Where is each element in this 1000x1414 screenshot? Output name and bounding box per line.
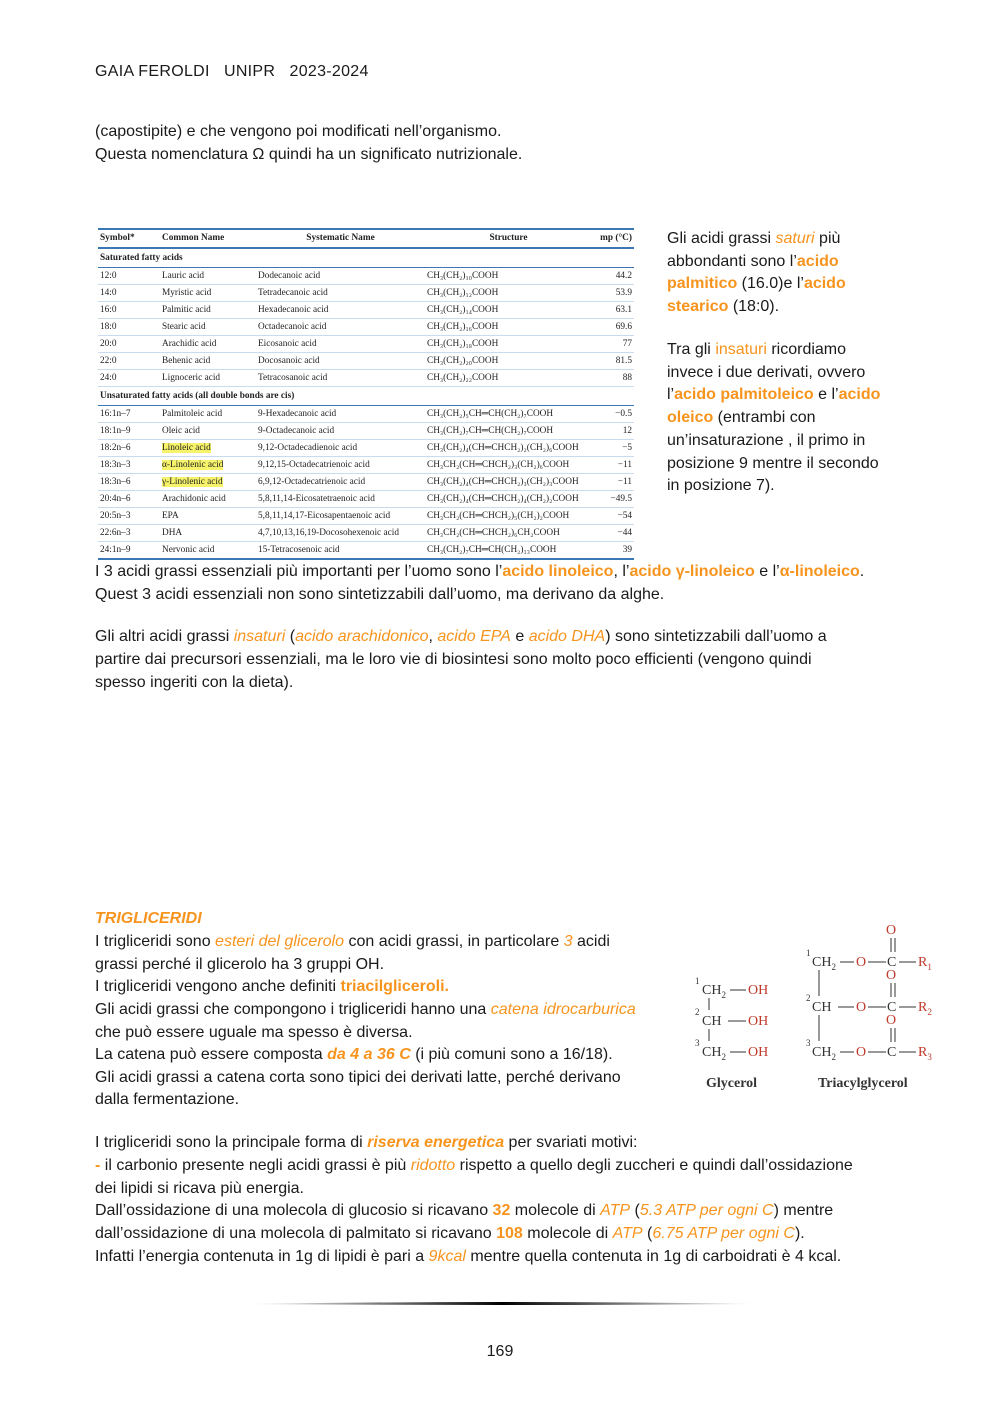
table-cell: −54 (592, 508, 634, 525)
others-line-3: spesso ingeriti con la dieta). (95, 674, 294, 691)
highlight-arachidonico: acido arachidonico (295, 628, 429, 645)
triacylglycerol-label: Triacylglycerol (818, 1076, 908, 1091)
svg-text:C: C (887, 955, 897, 970)
svg-text:CH2: $CH_2$ (702, 983, 726, 1000)
table-cell: CH₃(CH₂)₄(CH═CHCH₂)₂(CH₂)₆COOH (425, 440, 592, 457)
table-cell: CH₃(CH₂)₁₀COOH (425, 268, 592, 285)
highlight-108: 108 (496, 1225, 523, 1242)
text: il carbonio presente negli acidi grassi è più (100, 1157, 411, 1174)
table-cell: Tetradecanoic acid (256, 285, 425, 302)
bullet-dash: - (95, 1157, 101, 1174)
highlight-esteri: esteri del glicerolo (215, 933, 344, 950)
table-cell: 9,12,15-Octadecatrienoic acid (256, 457, 425, 474)
text: Dall’ossidazione di una molecola di glucosio si ricavano (95, 1202, 493, 1219)
side-note-saturated (667, 228, 907, 319)
side-note-unsaturated (667, 339, 907, 498)
svg-text:O: O (886, 1013, 897, 1028)
table-cell: −0.5 (592, 406, 634, 423)
text: I trigliceridi sono la principale forma di (95, 1134, 368, 1151)
table-cell: Oleic acid (160, 423, 256, 440)
table-cell: 18:1n–9 (98, 423, 160, 440)
table-cell: Myristic acid (160, 285, 256, 302)
table-cell: CH₃CH₂(CH═CHCH₂)₆CH₂COOH (425, 525, 592, 542)
text: posizione 9 mentre il secondo (667, 454, 879, 472)
highlight-5-3-atp: 5.3 ATP per ogni C (639, 1202, 774, 1219)
table-cell: CH₃(CH₂)₂₂COOH (425, 370, 592, 387)
highlight-acido: acido (838, 386, 881, 404)
table-cell: Lauric acid (160, 268, 256, 285)
text: dall’ossidazione di una molecola di palmitato si ricavano (95, 1225, 497, 1242)
text: e l’ (754, 563, 780, 580)
table-cell: CH₃(CH₂)₁₄COOH (425, 302, 592, 319)
table-cell: Palmitic acid (160, 302, 256, 319)
table-cell: CH₃CH₂(CH═CHCH₂)₃(CH₂)₆COOH (425, 457, 592, 474)
highlight-atp: ATP (600, 1202, 631, 1219)
table-cell: 15-Tetracosenoic acid (256, 542, 425, 560)
text: e l’ (813, 386, 839, 404)
highlight-alpha-linoleico: α-linoleico (779, 563, 860, 580)
table-cell: Docosanoic acid (256, 353, 425, 370)
table-section-row (98, 387, 634, 406)
table-cell: 18:2n–6 (98, 440, 160, 457)
highlight-triacilgliceroli: triacilgliceroli. (340, 978, 449, 995)
table-cell: 16:1n–7 (98, 406, 160, 423)
table-row (98, 370, 634, 387)
table-cell: 9-Octadecanoic acid (256, 423, 425, 440)
highlighted-name: α-Linolenic acid (162, 460, 224, 470)
svg-text:CH: CH (702, 1014, 722, 1029)
highlighted-name: γ-Linolenic acid (162, 477, 223, 487)
table-cell: CH₃(CH₂)₁₆COOH (425, 319, 592, 336)
table-cell: Dodecanoic acid (256, 268, 425, 285)
text: in posizione 7). (667, 477, 775, 495)
text: Infatti l’energia contenuta in 1g di lipidi è pari a (95, 1248, 429, 1265)
fatty-acids-table (98, 228, 634, 560)
table-cell: 81.5 (592, 353, 634, 370)
text: (16.0)e l’ (737, 275, 804, 293)
svg-text:O: O (886, 968, 897, 983)
text: (entrambi con (713, 409, 816, 427)
svg-text:OH: OH (748, 1014, 769, 1029)
text: acidi (572, 933, 610, 950)
trig-line-6 (95, 1043, 613, 1066)
table-cell: DHA (160, 525, 256, 542)
svg-text:R2: $R_2$ (918, 1000, 932, 1017)
highlight-palmitico: palmitico (667, 275, 738, 293)
table-cell: 20:0 (98, 336, 160, 353)
table-row (98, 319, 634, 336)
table-cell: −11 (592, 474, 634, 491)
text: rispetto a quello degli zuccheri e quindi dall’ossidazione (455, 1157, 853, 1174)
table-cell: 5,8,11,14,17-Eicosapentaenoic acid (256, 508, 425, 525)
highlight-stearico: stearico (667, 298, 729, 316)
highlight-oleico: oleico (667, 409, 714, 427)
table-cell: 14:0 (98, 285, 160, 302)
svg-text:2: 2 (695, 1007, 700, 1017)
table-cell: 12 (592, 423, 634, 440)
table-cell: 88 (592, 370, 634, 387)
col-structure: Structure (425, 229, 592, 248)
table-cell: CH₃CH₂(CH═CHCH₂)₅(CH₂)₂COOH (425, 508, 592, 525)
highlight-insaturi: insaturi (715, 341, 767, 358)
svg-text:R1: $R_1$ (918, 955, 932, 972)
col-symbol: Symbol* (98, 229, 160, 248)
highlight-catena: catena idrocarburica (490, 1001, 636, 1018)
text: invece i due derivati, ovvero (667, 363, 866, 381)
energy-line-2 (95, 1154, 853, 1177)
svg-text:2: 2 (806, 993, 811, 1003)
table-cell: −49.5 (592, 491, 634, 508)
highlight-linoleico: acido linoleico (502, 563, 614, 580)
table-cell: 77 (592, 336, 634, 353)
intro-line-1: (capostipite) e che vengono poi modificati nell’organismo. (95, 123, 502, 140)
highlight-riserva: riserva energetica (367, 1134, 505, 1151)
text: Gli altri acidi grassi (95, 628, 234, 645)
svg-text:CH: CH (812, 1000, 832, 1015)
trig-line-7: Gli acidi grassi a catena corta sono tipici dei derivati latte, perché derivano (95, 1069, 621, 1086)
text: abbondanti sono l’ (667, 252, 797, 270)
table-cell: 16:0 (98, 302, 160, 319)
highlighted-name: Linoleic acid (162, 443, 211, 453)
trig-line-3 (95, 975, 449, 998)
others-line-2: partire dai precursori essenziali, ma le loro vie di biosintesi sono molto poco efficienti (vengono quindi (95, 651, 812, 668)
text: ). (794, 1225, 805, 1242)
table-cell: 24:0 (98, 370, 160, 387)
footer-divider (245, 1298, 760, 1310)
table-cell: 6,9,12-Octadecatrienoic acid (256, 474, 425, 491)
text: (18:0). (728, 298, 780, 316)
svg-text:O: O (886, 923, 897, 938)
text: Tra gli (667, 341, 716, 358)
svg-text:O: O (856, 1045, 867, 1060)
table-cell: CH₃(CH₂)₄(CH═CHCH₂)₄(CH₂)₂COOH (425, 491, 592, 508)
svg-text:CH2: $CH_2$ (812, 1045, 836, 1062)
text: ( (642, 1225, 653, 1242)
highlight-acido: acido (796, 252, 839, 270)
table-row (98, 440, 634, 457)
highlight-dha: acido DHA (528, 628, 606, 645)
table-cell: 20:4n–6 (98, 491, 160, 508)
table-cell: Arachidic acid (160, 336, 256, 353)
table-cell: Nervonic acid (160, 542, 256, 560)
table-row (98, 336, 634, 353)
table-cell: Octadecanoic acid (256, 319, 425, 336)
table-cell: −11 (592, 457, 634, 474)
svg-text:O: O (856, 955, 867, 970)
table-cell: CH₃(CH₂)₂₀COOH (425, 353, 592, 370)
table-cell: 18:3n–3 (98, 457, 160, 474)
table-cell: CH₃(CH₂)₅CH═CH(CH₂)₇COOH (425, 406, 592, 423)
trig-line-1 (95, 930, 610, 953)
table-row (98, 353, 634, 370)
table-cell: Hexadecanoic acid (256, 302, 425, 319)
highlight-4-36: da 4 a 36 C (327, 1046, 411, 1063)
table-row (98, 268, 634, 285)
text: . (859, 563, 865, 580)
text: ( (630, 1202, 640, 1219)
trig-line-5: che può essere uguale ma spesso è diversa. (95, 1024, 413, 1041)
trig-line-8: dalla fermentazione. (95, 1091, 240, 1108)
essential-line-1 (95, 560, 864, 583)
table-header-row (98, 229, 634, 248)
table-section-row (98, 248, 634, 268)
text: La catena può essere composta (95, 1046, 328, 1063)
table-cell: 12:0 (98, 268, 160, 285)
table-cell: 44.2 (592, 268, 634, 285)
svg-text:1: 1 (806, 948, 811, 958)
table-cell: Lignoceric acid (160, 370, 256, 387)
highlight-9kcal: 9kcal (428, 1248, 466, 1265)
table-cell (160, 457, 256, 474)
table-cell: CH₃(CH₂)₇CH═CH(CH₂)₁₃COOH (425, 542, 592, 560)
glycerol-triacylglycerol-figure (688, 918, 948, 1096)
table-cell: CH₃(CH₂)₁₂COOH (425, 285, 592, 302)
text: molecole di (510, 1202, 601, 1219)
svg-text:C: C (887, 1045, 897, 1060)
highlight-ridotto: ridotto (410, 1157, 456, 1174)
essential-line-2: Quest 3 acidi essenziali non sono sintetizzabili dall’uomo, ma derivano da alghe. (95, 586, 665, 603)
table-cell: CH₃(CH₂)₇CH═CH(CH₂)₇COOH (425, 423, 592, 440)
table-cell: Tetracosanoic acid (256, 370, 425, 387)
table-row (98, 525, 634, 542)
text: ( (285, 628, 296, 645)
text: , l’ (613, 563, 630, 580)
table-row (98, 457, 634, 474)
text: Gli acidi grassi (667, 230, 776, 247)
section-title-trigliceridi: TRIGLICERIDI (95, 910, 202, 927)
highlight-3: 3 (563, 933, 573, 950)
svg-text:C: C (887, 1000, 897, 1015)
text: ) mentre (773, 1202, 834, 1219)
svg-text:3: 3 (695, 1038, 700, 1048)
table-cell (160, 474, 256, 491)
text: ) sono sintetizzabili dall’uomo a (605, 628, 827, 645)
svg-text:OH: OH (748, 983, 769, 998)
highlight-atp: ATP (612, 1225, 643, 1242)
text: I 3 acidi grassi essenziali più importanti per l’uomo sono l’ (95, 563, 503, 580)
highlight-gamma-linoleico: acido γ-linoleico (629, 563, 755, 580)
highlight-insaturi: insaturi (233, 628, 286, 645)
intro-line-2: Questa nomenclatura Ω quindi ha un significato nutrizionale. (95, 146, 523, 163)
table-cell: 24:1n–9 (98, 542, 160, 560)
table-cell: Eicosanoic acid (256, 336, 425, 353)
trig-line-4 (95, 998, 636, 1021)
table-cell (160, 440, 256, 457)
table-cell: 5,8,11,14-Eicosatetraenoic acid (256, 491, 425, 508)
highlight-6-75-atp: 6.75 ATP per ogni C (652, 1225, 795, 1242)
col-mp: mp (°C) (592, 229, 634, 248)
highlight-epa: acido EPA (437, 628, 511, 645)
text: e (510, 628, 529, 645)
energy-line-1 (95, 1131, 637, 1154)
table-row (98, 508, 634, 525)
table-cell: 22:0 (98, 353, 160, 370)
text: , (428, 628, 438, 645)
energy-line-6 (95, 1245, 841, 1268)
text: (i più comuni sono a 16/18). (410, 1046, 613, 1063)
energy-line-4 (95, 1199, 833, 1222)
text: l’ (667, 386, 675, 404)
table-cell: Arachidonic acid (160, 491, 256, 508)
table-row (98, 423, 634, 440)
table-cell: Stearic acid (160, 319, 256, 336)
table-cell: −5 (592, 440, 634, 457)
svg-text:CH2: $CH_2$ (812, 955, 836, 972)
svg-text:R3: $R_3$ (918, 1045, 932, 1062)
table-cell: 39 (592, 542, 634, 560)
table-cell: 22:6n–3 (98, 525, 160, 542)
text: ricordiamo (766, 341, 847, 358)
table-cell: 18:0 (98, 319, 160, 336)
svg-text:O: O (856, 1000, 867, 1015)
table-cell: 20:5n–3 (98, 508, 160, 525)
text: un’insaturazione , il primo in (667, 431, 866, 449)
svg-text:1: 1 (695, 976, 700, 986)
glycerol-label: Glycerol (706, 1076, 758, 1091)
table-section-label: Saturated fatty acids (98, 248, 634, 268)
table-row (98, 406, 634, 423)
svg-text:3: 3 (806, 1038, 811, 1048)
svg-text:OH: OH (748, 1045, 769, 1060)
table-row (98, 285, 634, 302)
trig-line-2: grassi perché il glicerolo ha 3 gruppi OH. (95, 956, 385, 973)
table-cell: EPA (160, 508, 256, 525)
table-cell: 9,12-Octadecadienoic acid (256, 440, 425, 457)
table-cell: Behenic acid (160, 353, 256, 370)
text: mentre quella contenuta in 1g di carboidrati è 4 kcal. (465, 1248, 842, 1265)
page-number: 169 (486, 1343, 514, 1360)
table-row (98, 302, 634, 319)
table-cell: 18:3n–6 (98, 474, 160, 491)
text: I trigliceridi vengono anche definiti (95, 978, 341, 995)
table-cell: 69.6 (592, 319, 634, 336)
col-common-name: Common Name (160, 229, 256, 248)
energy-line-3: dei lipidi si ricava più energia. (95, 1180, 304, 1197)
table-row (98, 474, 634, 491)
table-cell: 4,7,10,13,16,19-Docosohexenoic acid (256, 525, 425, 542)
table-cell: 63.1 (592, 302, 634, 319)
table-cell: CH₃(CH₂)₁₈COOH (425, 336, 592, 353)
table-cell: 9-Hexadecanoic acid (256, 406, 425, 423)
table-row (98, 542, 634, 560)
text: per svariati motivi: (504, 1134, 638, 1151)
energy-line-5 (95, 1222, 805, 1245)
col-systematic-name: Systematic Name (256, 229, 425, 248)
page-header: GAIA FEROLDI UNIPR 2023-2024 (95, 63, 369, 80)
text: più (814, 230, 841, 247)
table-cell: CH₃(CH₂)₄(CH═CHCH₂)₃(CH₂)₃COOH (425, 474, 592, 491)
table-cell: Palmitoleic acid (160, 406, 256, 423)
table-row (98, 491, 634, 508)
highlight-32: 32 (492, 1202, 511, 1219)
highlight-saturi: saturi (775, 230, 815, 247)
text: con acidi grassi, in particolare (344, 933, 564, 950)
text: I trigliceridi sono (95, 933, 216, 950)
table-section-label: Unsaturated fatty acids (all double bonds are cis) (98, 387, 634, 406)
highlight-acido: acido (803, 275, 846, 293)
svg-text:CH2: $CH_2$ (702, 1045, 726, 1062)
text: molecole di (522, 1225, 613, 1242)
text: Gli acidi grassi che compongono i trigliceridi hanno una (95, 1001, 491, 1018)
table-cell: 53.9 (592, 285, 634, 302)
table-cell: −44 (592, 525, 634, 542)
highlight-palmitoleico: acido palmitoleico (674, 386, 814, 404)
others-line-1 (95, 625, 827, 648)
